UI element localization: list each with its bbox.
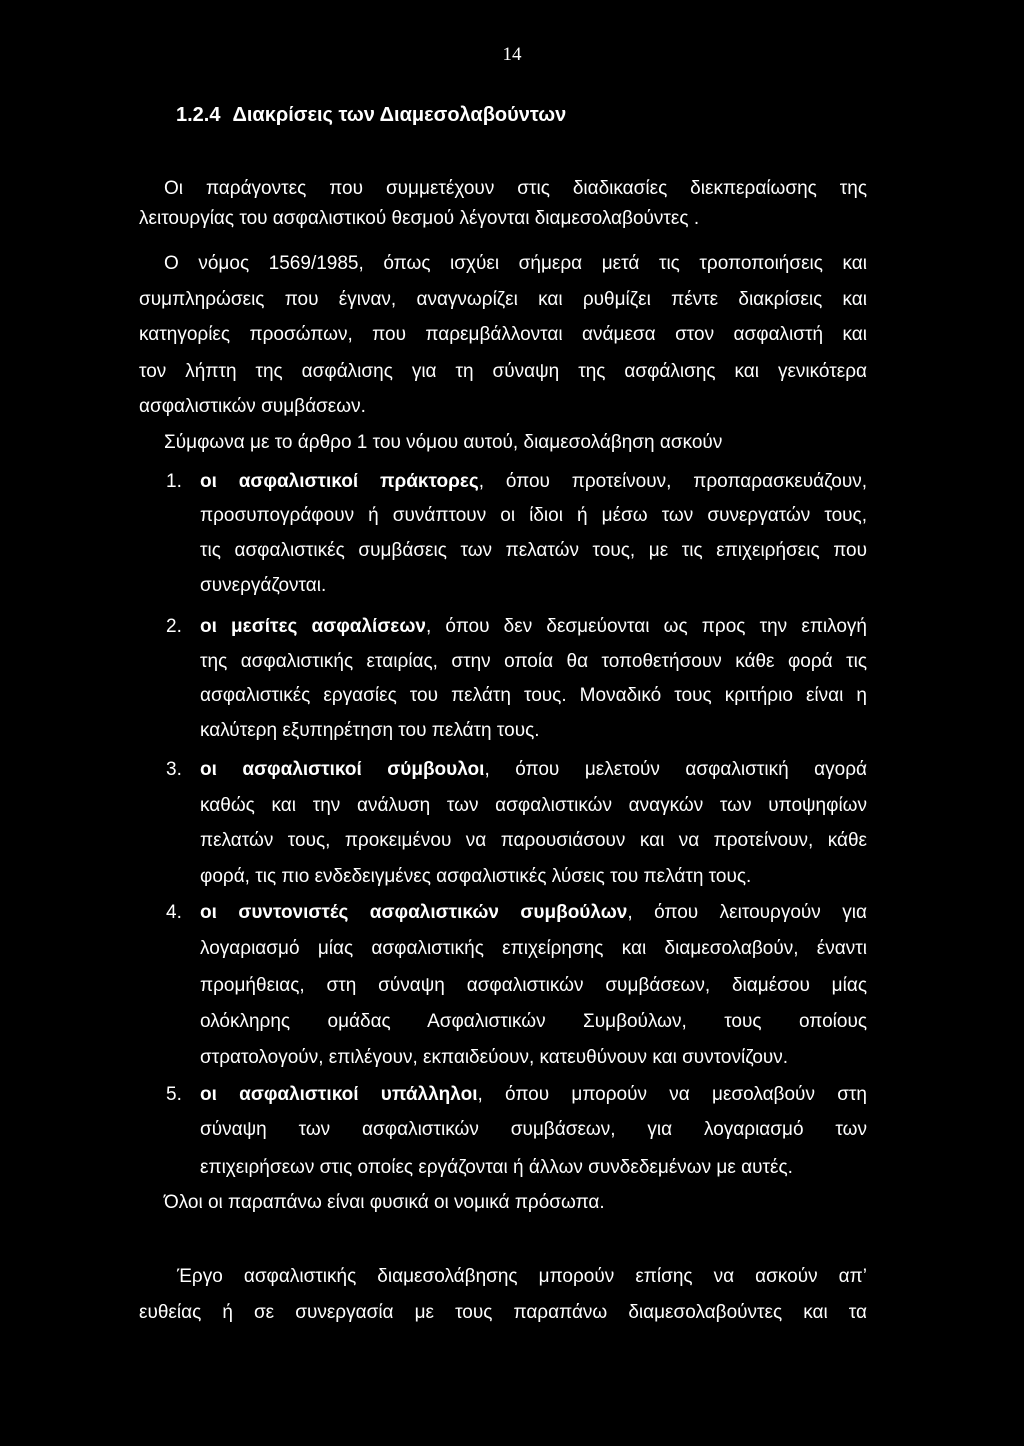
item-term: οι ασφαλιστικοί σύμβουλοι (200, 759, 485, 780)
final-line-2: ευθείας ή σε συνεργασία με τους παραπάνω διαμεσολαβούντες και τα (139, 1302, 867, 1323)
law-line-1: Ο νόμος 1569/1985, όπως ισχύει σήμερα μετά τις τροποποιήσεις και (164, 253, 867, 274)
item-text: , όπου λειτουργούν για (627, 902, 867, 923)
item-number: 2. (166, 616, 182, 637)
list-item-line: καθώς και την ανάλυση των ασφαλιστικών αναγκών των υποψηφίων (200, 795, 867, 816)
list-item-line: προσυπογράφουν ή συνάπτουν οι ίδιοι ή μέσω των συνεργατών τους, (200, 505, 867, 526)
law-line-2: συμπληρώσεις που έγιναν, αναγνωρίζει και ρυθμίζει πέντε διακρίσεις και (139, 289, 867, 310)
item-number: 1. (166, 471, 182, 492)
list-item-line: στρατολογούν, επιλέγουν, εκπαιδεύουν, κατευθύνουν και συντονίζουν. (200, 1047, 789, 1068)
item-text: , όπου δεν δεσμεύονται ως προς την επιλογή (425, 616, 867, 637)
list-item-line: ολόκληρης ομάδας Ασφαλιστικών Συμβούλων, τους οποίους (200, 1011, 867, 1032)
item-text: , όπου μελετούν ασφαλιστική αγορά (484, 759, 867, 780)
list-item-line: συνεργάζονται. (200, 575, 327, 596)
list-item-line: επιχειρήσεων στις οποίες εργάζονται ή άλλων συνδεδεμένων με αυτές. (200, 1157, 793, 1178)
list-item-line: φορά, τις πιο ενδεδειγμένες ασφαλιστικές λύσεις του πελάτη τους. (200, 866, 752, 887)
item-term: οι ασφαλιστικοί υπάλληλοι (200, 1084, 478, 1105)
item-term: οι συντονιστές ασφαλιστικών συμβούλων (200, 902, 628, 923)
closing-line: Όλοι οι παραπάνω είναι φυσικά οι νομικά πρόσωπα. (164, 1192, 605, 1213)
item-term: οι μεσίτες ασφαλίσεων (200, 616, 426, 637)
item-number: 5. (166, 1084, 182, 1105)
intro-line-2: λειτουργίας του ασφαλιστικού θεσμού λέγονται διαμεσολαβούντες . (139, 208, 700, 229)
item-number: 4. (166, 902, 182, 923)
article-line: Σύμφωνα με το άρθρο 1 του νόμου αυτού, διαμεσολάβηση ασκούν (164, 432, 723, 453)
item-number: 3. (166, 759, 182, 780)
list-item-first-line (200, 471, 867, 493)
intro-line-1: Οι παράγοντες που συμμετέχουν στις διαδικασίες διεκπεραίωσης της (164, 178, 867, 199)
list-item-line: καλύτερη εξυπηρέτηση του πελάτη τους. (200, 720, 540, 741)
law-line-3: κατηγορίες προσώπων, που παρεμβάλλονται ανάμεσα στον ασφαλιστή και (139, 324, 867, 345)
list-item-line: ασφαλιστικές εργασίες του πελάτη τους. Μοναδικό τους κριτήριο είναι η (200, 685, 867, 706)
law-line-5: ασφαλιστικών συμβάσεων. (139, 396, 366, 417)
list-item-first-line (200, 616, 867, 638)
list-item-line: της ασφαλιστικής εταιρίας, στην οποία θα τοποθετήσουν κάθε φορά τις (200, 651, 867, 672)
item-text: , όπου προτείνουν, προπαρασκευάζουν, (478, 471, 867, 492)
list-item-first-line (200, 1084, 867, 1106)
list-item-first-line (200, 759, 867, 781)
list-item-line: λογαριασμό μίας ασφαλιστικής επιχείρησης και διαμεσολαβούν, έναντι (200, 938, 867, 959)
list-item-line: πελατών τους, προκειμένου να παρουσιάσουν και να προτείνουν, κάθε (200, 830, 867, 851)
section-title: Διακρίσεις των Διαμεσολαβούντων (232, 104, 567, 126)
list-item-first-line (200, 902, 867, 924)
page-number: 14 (502, 44, 522, 65)
law-line-4: τον λήπτη της ασφάλισης για τη σύναψη της ασφάλισης και γενικότερα (139, 361, 867, 382)
item-term: οι ασφαλιστικοί πράκτορες (200, 471, 479, 492)
item-text: , όπου μπορούν να μεσολαβούν στη (477, 1084, 867, 1105)
list-item-line: τις ασφαλιστικές συμβάσεις των πελατών τους, με τις επιχειρήσεις που (200, 540, 867, 561)
final-line-1: Έργο ασφαλιστικής διαμεσολάβησης μπορούν επίσης να ασκούν απ’ (177, 1266, 867, 1287)
section-heading (176, 104, 566, 127)
section-number: 1.2.4 (176, 104, 221, 126)
list-item-line: προμήθειας, στη σύναψη ασφαλιστικών συμβάσεων, διαμέσου μίας (200, 975, 867, 996)
list-item-line: σύναψη των ασφαλιστικών συμβάσεων, για λογαριασμό των (200, 1119, 867, 1140)
